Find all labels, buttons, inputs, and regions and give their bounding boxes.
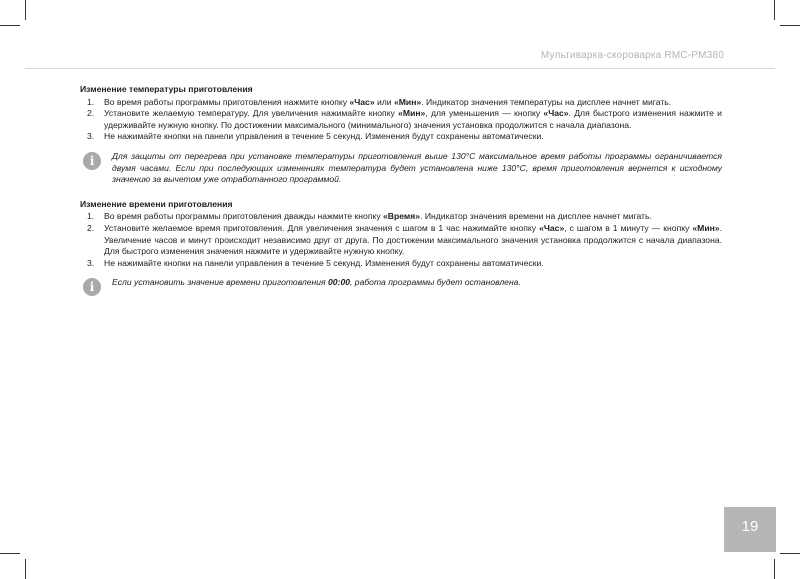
- crop-mark: [0, 25, 20, 26]
- note: [80, 277, 722, 295]
- text-run: Во время работы программы приготовления нажмите кнопку: [104, 96, 350, 107]
- note-text: [112, 277, 521, 287]
- step-text: [104, 211, 652, 221]
- crop-mark: [25, 559, 26, 579]
- text-run: . Индикатор значения времени на дисплее начнет мигать.: [420, 211, 652, 222]
- bold-text: «Время»: [383, 211, 421, 222]
- text-run: Если установить значение времени приготовления: [112, 277, 329, 288]
- bold-text: «Час»: [349, 96, 375, 107]
- page-number: 19: [741, 518, 759, 535]
- bold-text: 00:00: [328, 277, 351, 288]
- bold-text: «Час»: [539, 222, 565, 233]
- step-text: [104, 108, 722, 130]
- text-run: или: [374, 96, 394, 107]
- text-run: Не нажимайте кнопки на панели управления в течение 5 секунд. Изменения будут сохранены автоматически.: [104, 131, 544, 142]
- step-text: [104, 131, 544, 141]
- text-run: . Для быстрого изменения нажмите и удерживайте нужную кнопку. По достижении максимального (минимального) значения установка продолжится с начала диапазона.: [104, 108, 722, 130]
- section-time: [80, 198, 722, 295]
- bold-text: «Мин»: [692, 222, 720, 233]
- section-title: Изменение температуры приготовления: [80, 84, 253, 94]
- list-item: [80, 211, 722, 223]
- note: [80, 151, 722, 186]
- crop-mark: [25, 0, 26, 20]
- text-run: , с шагом в 1 минуту — кнопку: [564, 222, 693, 233]
- text-run: Во время работы программы приготовления дважды нажмите кнопку: [104, 211, 384, 222]
- steps-list: [80, 211, 722, 269]
- list-item: [80, 258, 722, 270]
- step-number: 2.: [87, 222, 95, 233]
- bold-text: «Мин»: [398, 108, 426, 119]
- crop-mark: [780, 553, 800, 554]
- bold-text: «Час»: [543, 108, 569, 119]
- text-run: Установите желаемое время приготовления. Для увеличения значения с шагом в 1 час нажимайте кнопку: [104, 222, 540, 233]
- list-item: [80, 131, 722, 143]
- list-item: [80, 97, 722, 109]
- text-run: . Увеличение часов и минут происходит независимо друг от друга. По достижении максимального значения установка продолжится с начала диапазона. Для быстрого изменения значения нажмите и удерживайте нужную кнопку.: [104, 222, 722, 257]
- info-icon: i: [83, 278, 101, 296]
- step-number: 3.: [87, 131, 95, 142]
- text-run: . Индикатор значения температуры на дисплее начнет мигать.: [421, 96, 672, 107]
- page-content: [80, 84, 722, 297]
- crop-mark: [774, 559, 775, 579]
- crop-mark: [780, 25, 800, 26]
- info-icon: i: [83, 152, 101, 170]
- section-title: Изменение времени приготовления: [80, 198, 233, 209]
- step-text: [104, 258, 544, 268]
- steps-list: [80, 97, 722, 143]
- header-divider: [25, 68, 775, 69]
- crop-mark: [0, 553, 20, 554]
- step-text: [104, 223, 722, 256]
- text-run: Не нажимайте кнопки на панели управления в течение 5 секунд. Изменения будут сохранены автоматически.: [104, 257, 544, 268]
- section-temperature: [80, 84, 722, 186]
- crop-mark: [774, 0, 775, 20]
- step-number: 2.: [87, 108, 95, 119]
- text-run: , работа программы будет остановлена.: [350, 277, 521, 288]
- step-text: [104, 97, 671, 107]
- step-number: 1.: [87, 96, 95, 107]
- text-run: Установите желаемую температуру. Для увеличения нажимайте кнопку: [104, 108, 399, 119]
- step-number: 1.: [87, 211, 95, 222]
- list-item: [80, 108, 722, 131]
- list-item: [80, 223, 722, 258]
- bold-text: «Мин»: [393, 96, 422, 107]
- note-text: [112, 151, 722, 184]
- text-run: Для защиты от перегрева при установке температуры приготовления выше 130°С максимальное время работы программы ограничивается двумя часами. Если при последующих изменениях температура будет установлена ниже 130°С, время приготовления вернется к исходному значению за вычетом уже отработанного программой.: [112, 150, 722, 185]
- running-header: Мультиварка-скороварка RMC-PM380: [540, 50, 724, 61]
- text-run: , для уменьшения — кнопку: [425, 108, 544, 119]
- step-number: 3.: [87, 257, 95, 268]
